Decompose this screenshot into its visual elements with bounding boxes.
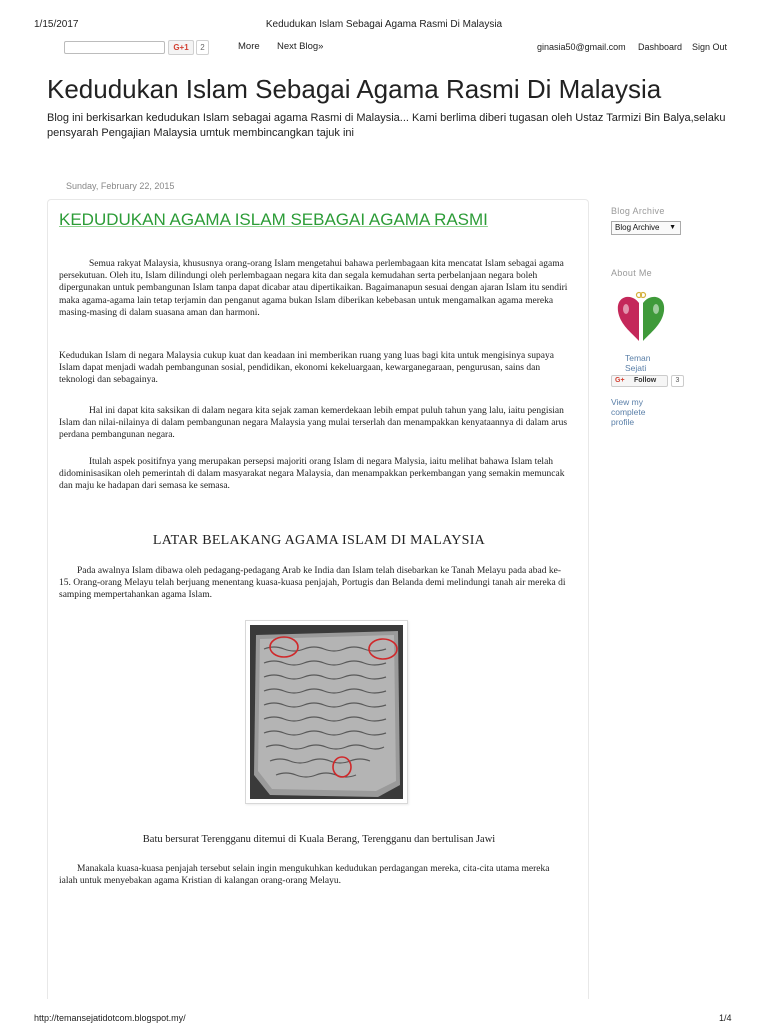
signout-link[interactable]: Sign Out (692, 42, 728, 52)
print-url: http://temansejatidotcom.blogspot.my/ (34, 1013, 186, 1023)
profile-name-link[interactable]: Teman Sejati (625, 353, 651, 373)
next-blog-link[interactable]: Next Blog» (277, 41, 324, 52)
section-paragraph: Pada awalnya Islam dibawa oleh pedagang-pedagang Arab ke India dan Islam telah disebarkan ke Tanah Melayu pada abad ke-15. Orang-orang Melayu telah berjuang menentang kuasa-kuasa penjajah, Portugis dan Belanda demi melindungi tanah air mereka di samping mempertahankan agama Islam. (59, 566, 566, 601)
gplus-icon: G+ (615, 377, 625, 384)
post-title[interactable]: KEDUDUKAN AGAMA ISLAM SEBAGAI AGAMA RASMI (59, 210, 488, 229)
print-header (0, 0, 768, 34)
user-email: ginasia50@gmail.com (537, 42, 626, 52)
blog-description: Blog ini berkisarkan kedudukan Islam sebagai agama Rasmi di Malaysia... Kami berlima diberi tugasan oleh Ustaz Tarmizi Bin Balya,selaku pensyarah Pengajian Malaysia umtuk membincangkan tajuk ini (47, 112, 726, 139)
post-date: Sunday, February 22, 2015 (66, 181, 175, 191)
dashboard-link[interactable]: Dashboard (638, 42, 683, 52)
gplus-button[interactable]: G+1 (168, 40, 194, 55)
post-paragraph-1: Semua rakyat Malaysia, khususnya orang-orang Islam mengetahui bahawa perlembagaan kita mencatat Islam sebagai agama persekutuan. Oleh itu, Islam dilindungi oleh perlembagaan negara kita dan segala kemudahan serta perbelanjaan negara boleh dipergunakan untuk pembangunan Islam tanpa dapat dicabar atau dipertikaikan. Bagaimanapun sesuai dengan ajaran Islam itu sendiri maka agama-agama lain tetap terjamin dan penganut agama bukan Islam diberikan kebebasan untuk mengamalkan agama mereka masing-masing di dalam suasana aman dan harmoni. (59, 259, 568, 318)
print-page-number: 1/4 (719, 1013, 732, 1023)
about-me-heading: About Me (611, 268, 652, 278)
blogger-navbar (0, 36, 768, 60)
print-date: 1/15/2017 (34, 19, 79, 30)
post-paragraph-4: Itulah aspek positifnya yang merupakan persepsi majoriti orang Islam di negara Malysia, iaitu melihat bahawa Islam telah didominisasikan oleh pemerintah di dalam masyarakat negara Malaysia, dan menampakkan perkembangan yang semakin memuncak dan maju ke hadapan dari semasa ke semasa. (59, 457, 565, 492)
follow-label: Follow (634, 377, 657, 384)
image-caption: Batu bersurat Terengganu ditemui di Kuala Berang, Terengganu dan bertulisan Jawi (142, 834, 496, 845)
closing-paragraph: Manakala kuasa-kuasa penjajah tersebut selain ingin mengukuhkan kedudukan perdagangan mereka, cita-cita utama mereka ialah untuk menyebakan agama Kristian di kalangan orang-orang Melayu. (59, 864, 550, 887)
blog-title[interactable]: Kedudukan Islam Sebagai Agama Rasmi Di Malaysia (47, 74, 662, 104)
print-title: Kedudukan Islam Sebagai Agama Rasmi Di Malaysia (265, 19, 503, 30)
blog-archive-dropdown[interactable] (611, 221, 681, 235)
gplus-count: 2 (196, 40, 209, 55)
profile-avatar[interactable] (612, 289, 670, 347)
post-paragraph-3: Hal ini dapat kita saksikan di dalam negara kita sejak zaman kemerdekaan lebih empat puluh tahun yang lalu, iaitu pengisian Islam dan nilai-nilainya di dalam pembangunan negara Malaysia yang mulai terserlah dan menampakkan kenyataannya di dalam arus perdana pembangunan negara. (59, 406, 568, 441)
blog-archive-selected: Blog Archive (615, 223, 660, 232)
batu-bersurat-image[interactable] (245, 620, 408, 804)
post-paragraph-2: Kedudukan Islam di negara Malaysia cukup kuat dan keadaan ini memberikan ruang yang luas bagi kita untuk mengisinya supaya Islam dapat menjadi wadah pembangunan sosial, pendidikan, ekonomi kekeluargaan, kewarganegaraan, pengurusan, sains dan teknologi dan sebagainya. (59, 351, 554, 386)
dropdown-arrow-icon: ▼ (669, 224, 676, 231)
more-link[interactable]: More (238, 41, 260, 52)
view-profile-link[interactable]: View my complete profile (611, 397, 646, 427)
follow-button[interactable] (611, 375, 668, 387)
blog-archive-heading: Blog Archive (611, 206, 665, 216)
section-heading: LATAR BELAKANG AGAMA ISLAM DI MALAYSIA (152, 533, 486, 548)
inscribed-stone-photo (250, 625, 403, 799)
search-input[interactable] (64, 41, 165, 54)
follow-count: 3 (671, 375, 684, 387)
